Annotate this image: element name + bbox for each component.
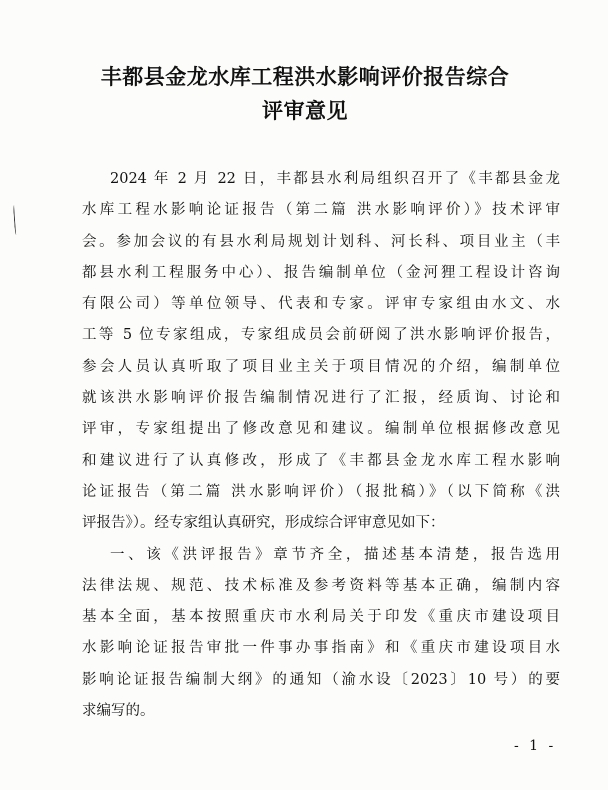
body-line: 就该洪水影响评价报告编制情况进行了汇报，经质询、讨论和: [82, 390, 560, 407]
body-line: 参会人员认真听取了项目业主关于项目情况的介绍，编制单位: [82, 358, 560, 375]
body-line: 水库工程水影响论证报告（第二篇 洪水影响评价）》技术评审: [82, 202, 560, 219]
margin-pen-mark: [13, 205, 18, 235]
title-line-1: 丰都县金龙水库工程洪水影响评价报告综合: [100, 64, 510, 89]
document-title: [60, 60, 550, 128]
body-line: 有限公司）等单位领导、代表和专家。评审专家组由水文、水: [82, 296, 560, 313]
body-line: 求编写的。: [82, 703, 155, 720]
body-line: 会。参加会议的有县水利局规划计划科、河长科、项目业主（丰: [82, 233, 560, 250]
body-line: 水影响论证报告审批一件事办事指南》和《重庆市建设项目水: [82, 640, 560, 657]
body-line: 法律法规、规范、技术标准及参考资料等基本正确，编制内容: [82, 577, 560, 594]
body-line: 评审，专家组提出了修改意见和建议。编制单位根据修改意见: [82, 421, 560, 438]
body-line: 工等 5 位专家组成，专家组成员会前研阅了洪水影响评价报告，: [82, 327, 560, 344]
body-line: 一、该《洪评报告》章节齐全，描述基本清楚，报告选用: [110, 546, 560, 563]
page-number: - 1 -: [514, 738, 557, 754]
body-line: 都县水利工程服务中心）、报告编制单位（金河狸工程设计咨询: [82, 264, 560, 281]
body-line: 评报告》）。经专家组认真研究，形成综合评审意见如下：: [82, 515, 445, 532]
body-line: 和建议进行了认真修改，形成了《丰都县金龙水库工程水影响: [82, 452, 560, 469]
body-line: 论证报告（第二篇 洪水影响评价）（报批稿）》（以下简称《洪: [82, 483, 560, 500]
body-line: 2024 年 2 月 22 日，丰都县水利局组织召开了《丰都县金龙: [110, 171, 560, 187]
body-line: 基本全面，基本按照重庆市水利局关于印发《重庆市建设项目: [82, 609, 560, 626]
title-line-2: 评审意见: [262, 98, 348, 123]
document-body: [82, 164, 560, 727]
body-line: 影响论证报告编制大纲》的通知（渝水设〔2023〕10 号）的要: [82, 671, 560, 688]
